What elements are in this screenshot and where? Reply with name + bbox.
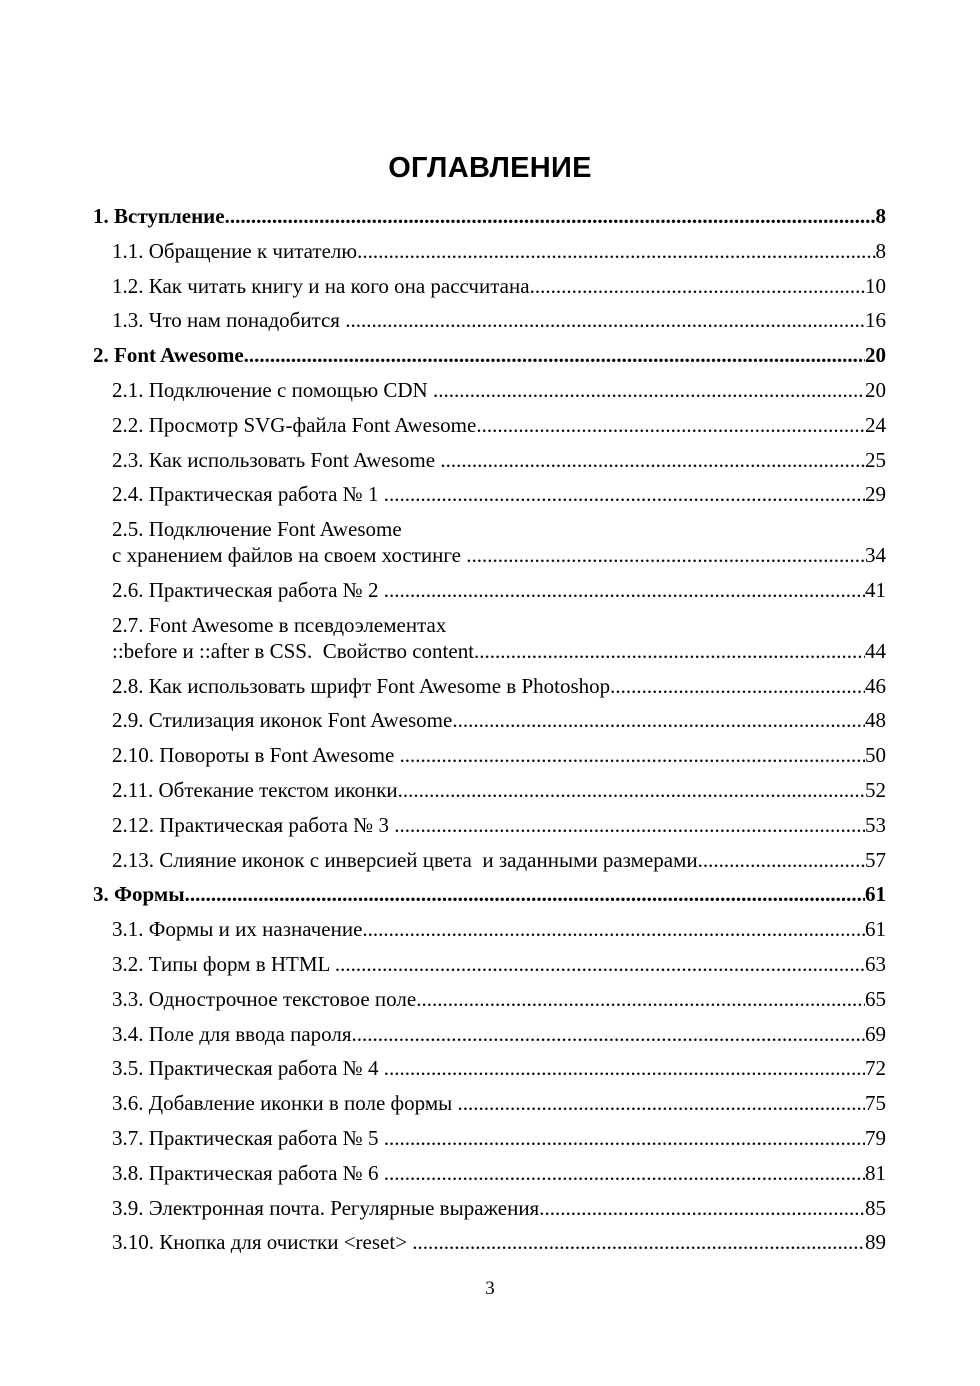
toc-entry-page-number: 69	[865, 1021, 886, 1046]
toc-entry-page-number: 20	[865, 377, 886, 402]
dot-leader	[335, 952, 865, 976]
toc-chapter-entry[interactable]	[93, 882, 886, 906]
toc-entry-page-number: 63	[865, 951, 886, 976]
toc-entry-row	[112, 674, 886, 698]
toc-entry-title: 2.2. Просмотр SVG-файла Font Awesome	[112, 412, 477, 437]
toc-section-entry[interactable]	[93, 848, 886, 872]
dot-leader	[452, 708, 865, 732]
dot-leader	[440, 448, 865, 472]
toc-section-entry[interactable]	[93, 1022, 886, 1046]
toc-entry-page-number: 65	[865, 986, 886, 1011]
toc-section-entry[interactable]	[93, 952, 886, 976]
toc-entry-page-number: 34	[865, 543, 886, 568]
toc-chapter-entry[interactable]	[93, 204, 886, 228]
toc-entry-row	[93, 882, 886, 906]
toc-section-entry[interactable]	[93, 613, 886, 663]
toc-entry-title: 2.9. Стилизация иконок Font Awesome	[112, 708, 453, 733]
toc-entry-row	[112, 987, 886, 1011]
toc-entry-row	[112, 639, 886, 663]
toc-entry-page-number: 46	[865, 673, 886, 698]
toc-entry-title: 2. Font Awesome	[93, 343, 244, 368]
toc-entry-row	[112, 952, 886, 976]
toc-entry-page-number: 50	[865, 743, 886, 768]
dot-leader	[357, 239, 875, 263]
dot-leader	[362, 917, 865, 941]
toc-section-entry[interactable]	[93, 308, 886, 332]
toc-entry-row	[112, 274, 886, 298]
toc-section-entry[interactable]	[93, 1196, 886, 1220]
toc-entry-title: 2.13. Слияние иконок с инверсией цвета и заданными размерами	[112, 847, 698, 872]
toc-entry-title: 2.1. Подключение с помощью CDN	[112, 377, 433, 402]
toc-entry-title: 2.12. Практическая работа № 3	[112, 812, 395, 837]
dot-leader	[412, 1230, 865, 1254]
toc-entry-page-number: 72	[865, 1056, 886, 1081]
dot-leader	[384, 1161, 865, 1185]
toc-chapter-entry[interactable]	[93, 343, 886, 367]
dot-leader	[539, 1196, 865, 1220]
toc-entry-row	[112, 917, 886, 941]
toc-entry-title-line: 2.7. Font Awesome в псевдоэлементах	[112, 612, 447, 637]
toc-entry-page-number: 52	[865, 777, 886, 802]
toc-entry-row	[112, 848, 886, 872]
toc-entry-title: 3.2. Типы форм в HTML	[112, 951, 335, 976]
toc-entry-title: 1. Вступление	[93, 204, 225, 228]
toc-entry-page-number: 53	[865, 812, 886, 837]
toc-entry-row	[112, 378, 886, 402]
dot-leader	[416, 987, 865, 1011]
toc-section-entry[interactable]	[93, 1091, 886, 1115]
dot-leader	[384, 1056, 865, 1080]
toc-entry-page-number: 89	[865, 1230, 886, 1255]
toc-entry-title: ::before и ::after в CSS. Свойство content	[112, 638, 475, 663]
toc-entry-title: 3.3. Однострочное текстовое поле	[112, 986, 417, 1011]
dot-leader	[530, 274, 865, 298]
toc-entry-title: 3.6. Добавление иконки в поле формы	[112, 1091, 458, 1116]
toc-section-entry[interactable]	[93, 413, 886, 437]
toc-entry-row	[112, 1196, 886, 1220]
toc-entry-page-number: 24	[865, 412, 886, 437]
dot-leader	[394, 813, 865, 837]
toc-entry-page-number: 44	[865, 638, 886, 663]
toc-entry-page-number: 85	[865, 1195, 886, 1220]
toc-section-entry[interactable]	[93, 708, 886, 732]
toc-entry-title-line: 2.5. Подключение Font Awesome	[112, 517, 402, 542]
toc-section-entry[interactable]	[93, 778, 886, 802]
toc-section-entry[interactable]	[93, 274, 886, 298]
toc-entry-row	[112, 1056, 886, 1080]
toc-entry-row	[112, 1022, 886, 1046]
toc-entry-row	[112, 239, 886, 263]
toc-entry-row	[112, 743, 886, 767]
toc-section-entry[interactable]	[93, 517, 886, 567]
dot-leader	[474, 639, 865, 663]
toc-section-entry[interactable]	[93, 987, 886, 1011]
toc-entry-row	[112, 778, 886, 802]
toc-entry-row	[93, 343, 886, 367]
toc-entry-title: 2.6. Практическая работа № 2	[112, 577, 384, 602]
toc-section-entry[interactable]	[93, 239, 886, 263]
toc-entry-row	[112, 1230, 886, 1254]
dot-leader	[345, 308, 865, 332]
dot-leader	[398, 778, 865, 802]
toc-section-entry[interactable]	[93, 813, 886, 837]
toc-entry-title: 3.4. Поле для ввода пароля	[112, 1021, 352, 1046]
toc-section-entry[interactable]	[93, 1161, 886, 1185]
dot-leader	[384, 578, 865, 602]
dot-leader	[352, 1022, 865, 1046]
toc-entry-row	[93, 204, 886, 228]
dot-leader	[458, 1091, 866, 1115]
toc-entry-title: 3.10. Кнопка для очистки <reset>	[112, 1230, 413, 1255]
toc-entry-row	[112, 482, 886, 506]
toc-entry-row	[112, 543, 886, 567]
toc-entry-page-number: 61	[865, 917, 886, 942]
dot-leader	[384, 482, 865, 506]
toc-entry-page-number: 61	[865, 882, 886, 907]
toc-entry-row	[112, 578, 886, 602]
toc-entry-title: 2.11. Обтекание текстом иконки	[112, 777, 398, 802]
toc-entry-row	[112, 1161, 886, 1185]
toc-entry-page-number: 16	[865, 308, 886, 333]
toc-entry-page-number: 20	[865, 343, 886, 368]
toc-entry-title: 1.2. Как читать книгу и на кого она рассчитана	[112, 273, 530, 298]
page-number: 3	[485, 1278, 495, 1299]
toc-entry-title: 3.7. Практическая работа № 5	[112, 1125, 384, 1150]
toc-entry-page-number: 75	[865, 1091, 886, 1116]
toc-entry-title: 3.8. Практическая работа № 6	[112, 1160, 384, 1185]
toc-section-entry[interactable]	[93, 378, 886, 402]
table-of-contents	[93, 204, 886, 1265]
toc-entry-row	[112, 813, 886, 837]
page-title: ОГЛАВЛЕНИЕ	[388, 152, 592, 184]
toc-entry-title: 3. Формы	[93, 882, 185, 907]
toc-entry-page-number: 48	[865, 708, 886, 733]
dot-leader	[433, 378, 865, 402]
dot-leader	[476, 413, 865, 437]
toc-entry-title: 2.3. Как использовать Font Awesome	[112, 447, 441, 472]
toc-entry-row	[112, 448, 886, 472]
toc-entry-title: 3.1. Формы и их назначение	[112, 917, 363, 942]
dot-leader	[384, 1126, 865, 1150]
toc-entry-row	[112, 308, 886, 332]
dot-leader	[244, 343, 865, 367]
dot-leader	[466, 543, 865, 567]
dot-leader	[698, 848, 865, 872]
toc-entry-title: с хранением файлов на своем хостинге	[112, 543, 467, 568]
toc-entry-page-number: 79	[865, 1125, 886, 1150]
toc-entry-page-number: 8	[875, 204, 886, 228]
toc-section-entry[interactable]	[93, 578, 886, 602]
toc-section-entry[interactable]	[93, 917, 886, 941]
toc-entry-row	[112, 1126, 886, 1150]
toc-section-entry[interactable]	[93, 743, 886, 767]
toc-entry-row	[112, 708, 886, 732]
dot-leader	[610, 674, 865, 698]
toc-section-entry[interactable]	[93, 1230, 886, 1254]
toc-entry-page-number: 25	[865, 447, 886, 472]
toc-section-entry[interactable]	[93, 674, 886, 698]
dot-leader	[400, 743, 865, 767]
dot-leader	[225, 204, 876, 228]
toc-entry-page-number: 8	[875, 238, 886, 263]
toc-entry-title: 3.5. Практическая работа № 4	[112, 1056, 384, 1081]
dot-leader	[185, 882, 865, 906]
toc-section-entry[interactable]	[93, 448, 886, 472]
toc-entry-title: 1.1. Обращение к читателю	[112, 238, 358, 263]
toc-entry-page-number: 10	[865, 273, 886, 298]
toc-entry-title: 2.4. Практическая работа № 1	[112, 482, 384, 507]
toc-entry-title: 2.10. Повороты в Font Awesome	[112, 743, 400, 768]
toc-section-entry[interactable]	[93, 1056, 886, 1080]
toc-entry-page-number: 57	[865, 847, 886, 872]
toc-entry-page-number: 81	[865, 1160, 886, 1185]
toc-entry-title: 2.8. Как использовать шрифт Font Awesome в Photoshop	[112, 673, 611, 698]
toc-entry-page-number: 29	[865, 482, 886, 507]
toc-entry-page-number: 41	[865, 577, 886, 602]
toc-entry-title: 3.9. Электронная почта. Регулярные выражения	[112, 1195, 540, 1220]
toc-section-entry[interactable]	[93, 482, 886, 506]
toc-entry-row	[112, 1091, 886, 1115]
toc-section-entry[interactable]	[93, 1126, 886, 1150]
toc-entry-row	[112, 413, 886, 437]
toc-entry-title: 1.3. Что нам понадобится	[112, 308, 346, 333]
